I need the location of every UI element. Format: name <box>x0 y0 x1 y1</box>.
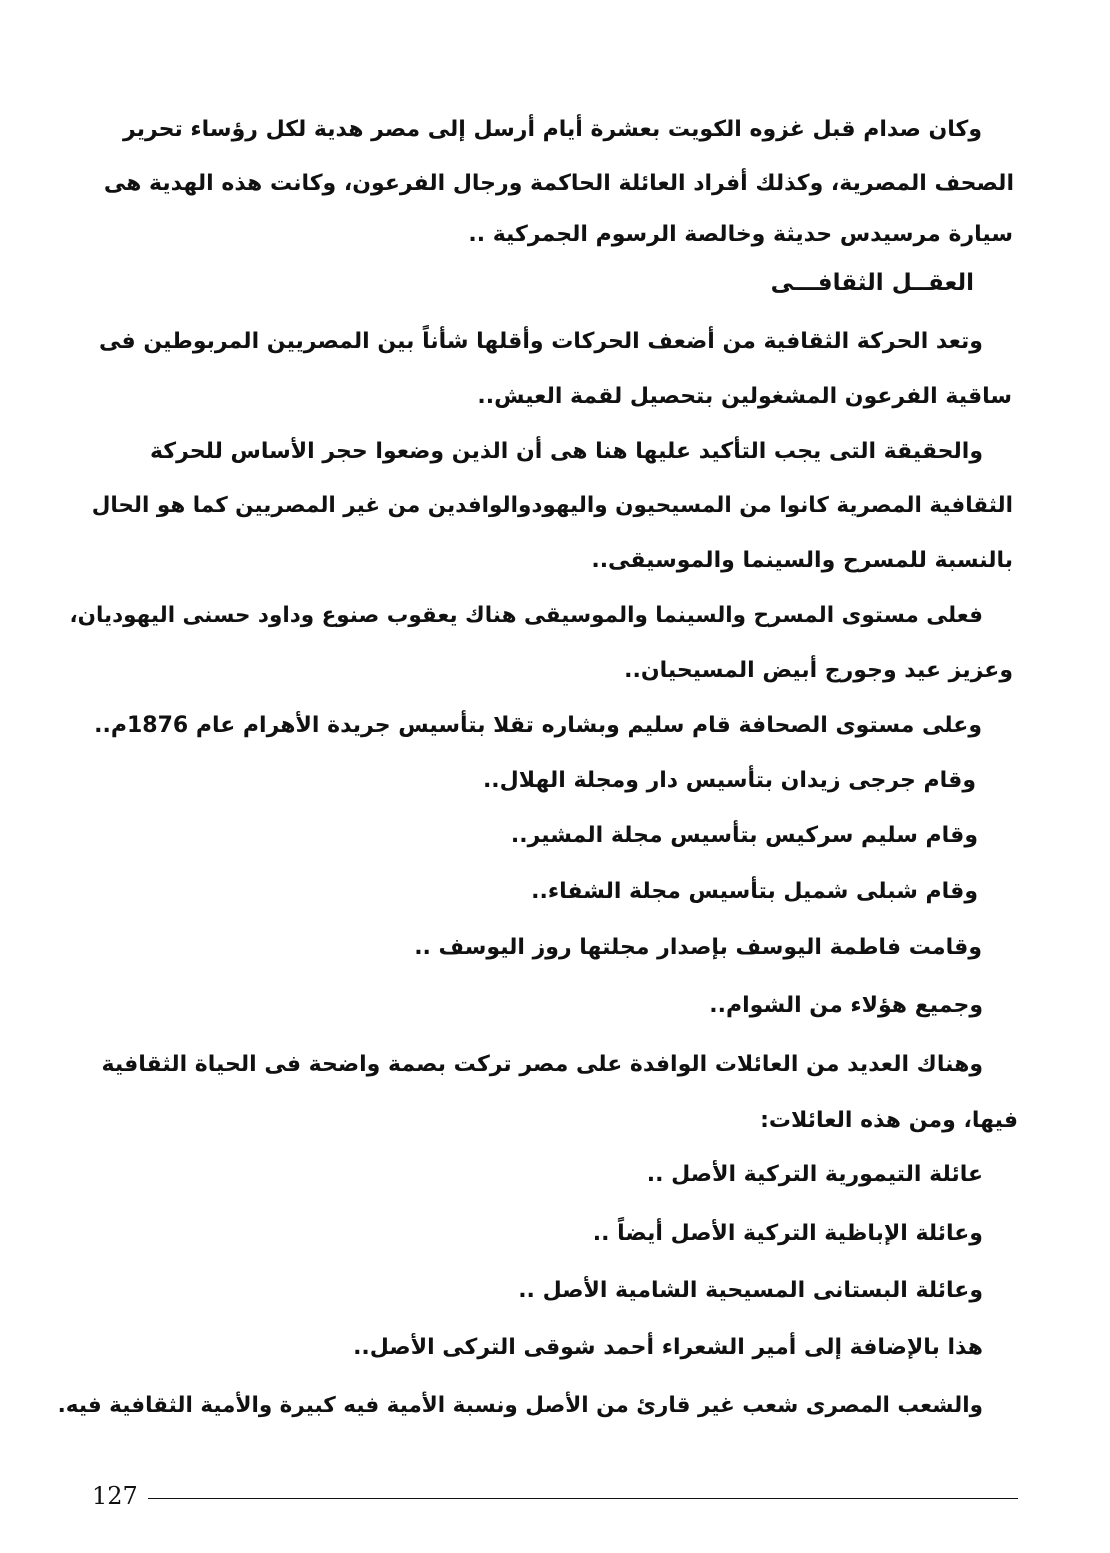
text-line: عائلة التيمورية التركية الأصل .. <box>646 1162 983 1187</box>
text-line: الصحف المصرية، وكذلك أفراد العائلة الحاكمة ورجال الفرعون، وكانت هذه الهدية هى <box>103 171 1014 196</box>
text-line: الثقافية المصرية كانوا من المسيحيون واليهودوالوافدين من غير المصريين كما هو الحال <box>91 493 1013 518</box>
text-line: فيها، ومن هذه العائلات: <box>760 1108 1018 1133</box>
text-line: وهناك العديد من العائلات الوافدة على مصر تركت بصمة واضحة فى الحياة الثقافية <box>101 1052 983 1077</box>
text-line: وعزيز عيد وجورج أبيض المسيحيان.. <box>624 658 1013 683</box>
text-line: وقام سليم سركيس بتأسيس مجلة المشير.. <box>510 823 978 848</box>
text-line: هذا بالإضافة إلى أمير الشعراء أحمد شوقى التركى الأصل.. <box>353 1335 983 1360</box>
text-line: وجميع هؤلاء من الشوام.. <box>709 993 983 1018</box>
text-line: فعلى مستوى المسرح والسينما والموسيقى هناك يعقوب صنوع وداود حسنى اليهوديان، <box>69 603 983 628</box>
footer-divider <box>148 1498 1018 1499</box>
text-line: ساقية الفرعون المشغولين بتحصيل لقمة العيش.. <box>477 384 1012 409</box>
text-line: والشعب المصرى شعب غير قارئ من الأصل ونسبة الأمية فيه كبيرة والأمية الثقافية فيه. <box>57 1393 983 1418</box>
text-line: سيارة مرسيدس حديثة وخالصة الرسوم الجمركية .. <box>468 222 1013 247</box>
text-line: بالنسبة للمسرح والسينما والموسيقى.. <box>591 548 1013 573</box>
text-line: وكان صدام قبل غزوه الكويت بعشرة أيام أرسل إلى مصر هدية لكل رؤساء تحرير <box>123 117 982 142</box>
text-line: وتعد الحركة الثقافية من أضعف الحركات وأقلها شأناً بين المصريين المربوطين فى <box>99 329 983 354</box>
text-line: وعلى مستوى الصحافة قام سليم وبشاره تقلا بتأسيس جريدة الأهرام عام 1876م.. <box>94 713 982 738</box>
text-line: والحقيقة التى يجب التأكيد عليها هنا هى أن الذين وضعوا حجر الأساس للحركة <box>149 439 983 464</box>
section-heading: العقــل الثقافـــى <box>770 270 974 296</box>
text-line: وقام شبلى شميل بتأسيس مجلة الشفاء.. <box>531 879 978 904</box>
text-line: وقام جرجى زيدان بتأسيس دار ومجلة الهلال.. <box>482 768 976 793</box>
text-line: وعائلة الإباظية التركية الأصل أيضاً .. <box>592 1221 983 1246</box>
page-number: 127 <box>92 1482 138 1510</box>
text-line: وقامت فاطمة اليوسف بإصدار مجلتها روز اليوسف .. <box>414 935 982 960</box>
text-line: وعائلة البستانى المسيحية الشامية الأصل .. <box>518 1278 983 1303</box>
